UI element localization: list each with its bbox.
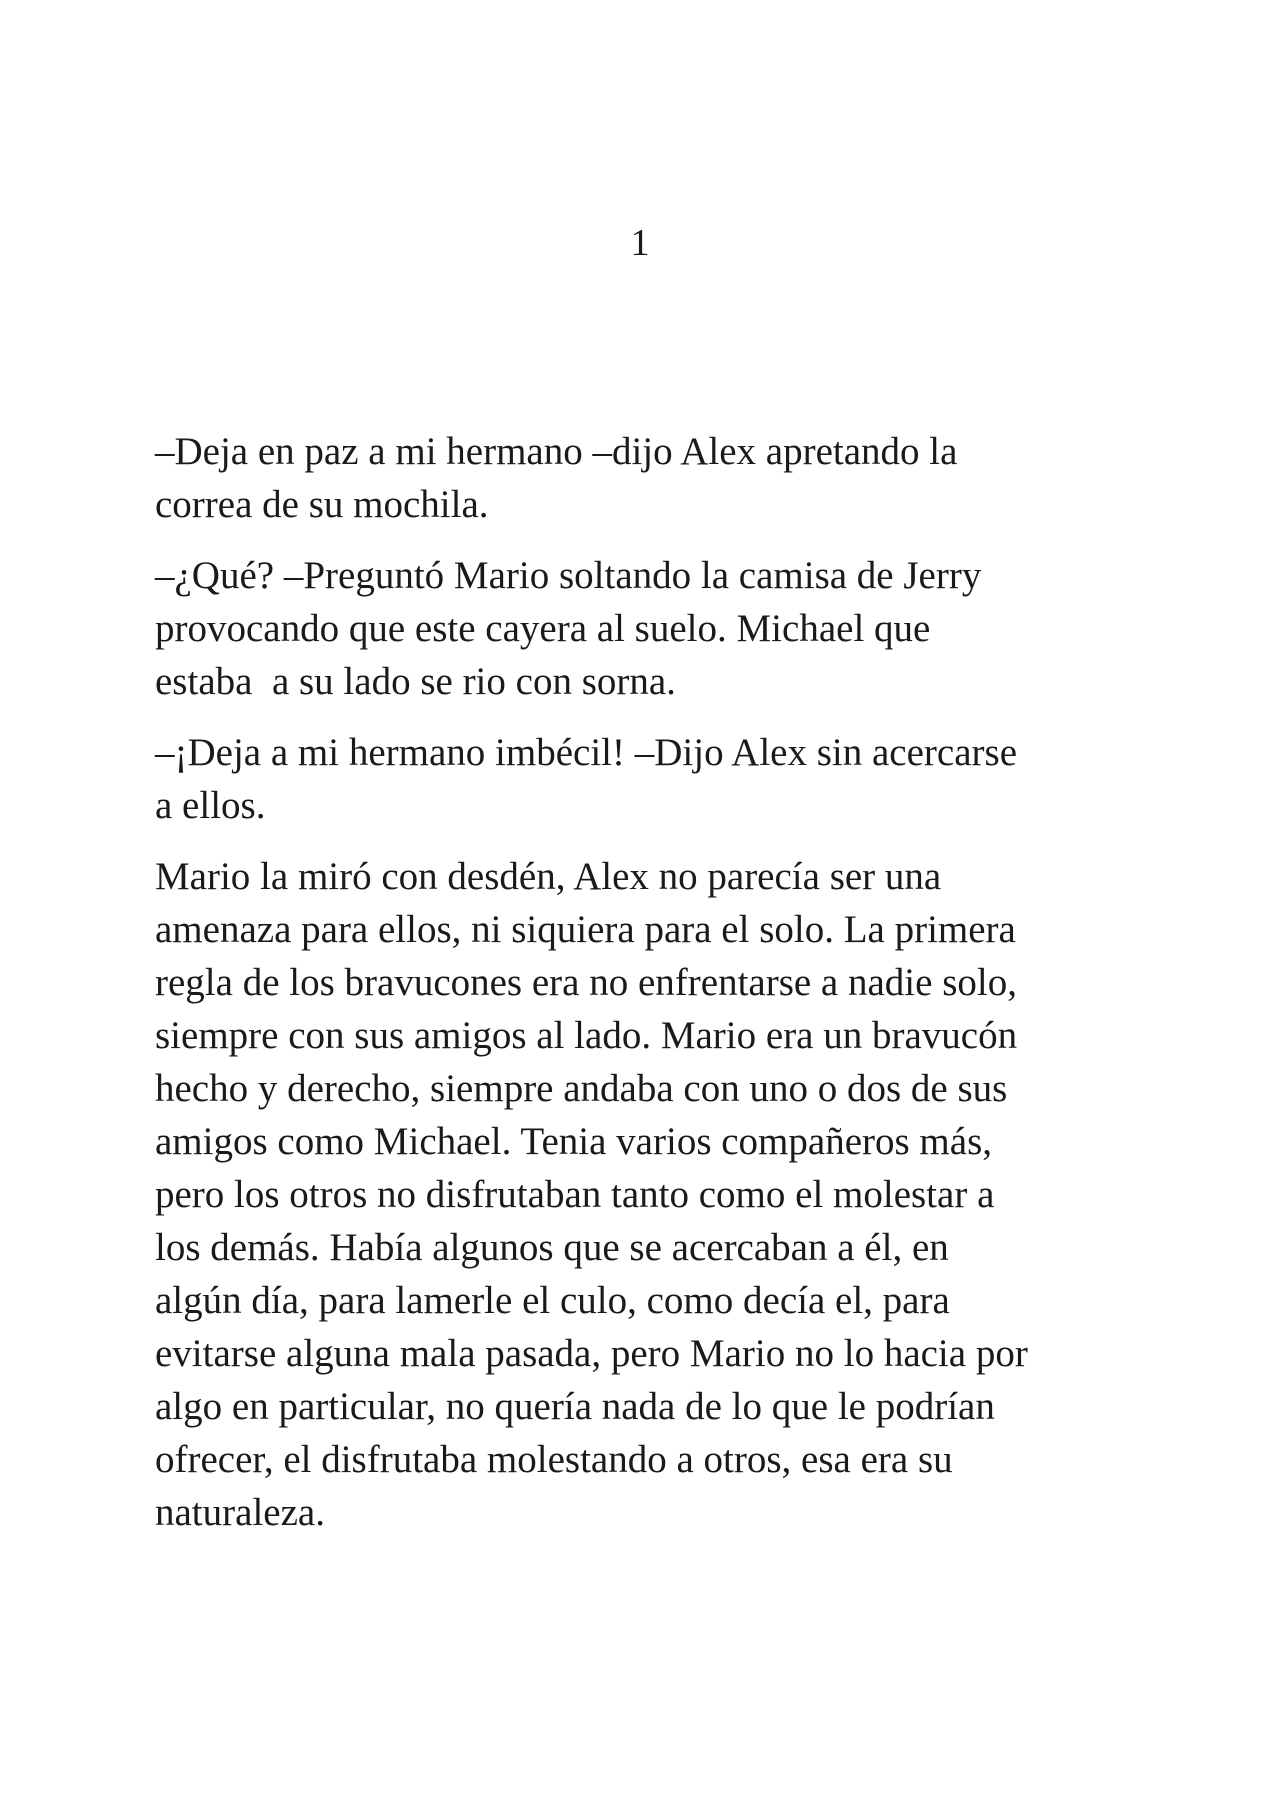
- text-line: algo en particular, no quería nada de lo que le podrían: [155, 1385, 995, 1428]
- text-line: los demás. Había algunos que se acercaban a él, en: [155, 1226, 949, 1269]
- text-line: estaba a su lado se rio con sorna.: [155, 660, 676, 703]
- text-line: hecho y derecho, siempre andaba con uno o dos de sus: [155, 1067, 1008, 1110]
- text-line: naturaleza.: [155, 1491, 325, 1534]
- text-line: amenaza para ellos, ni siquiera para el solo. La primera: [155, 908, 1016, 951]
- text-line: siempre con sus amigos al lado. Mario era un bravucón: [155, 1014, 1018, 1057]
- text-line: Mario la miró con desdén, Alex no parecía ser una: [155, 855, 942, 898]
- text-line: provocando que este cayera al suelo. Michael que: [155, 607, 931, 650]
- text-line: correa de su mochila.: [155, 483, 489, 526]
- text-line: –¿Qué? –Preguntó Mario soltando la camisa de Jerry: [155, 554, 982, 597]
- text-line: ofrecer, el disfrutaba molestando a otros, esa era su: [155, 1438, 953, 1481]
- text-line: a ellos.: [155, 784, 266, 827]
- text-line: –Deja en paz a mi hermano –dijo Alex apretando la: [155, 430, 958, 473]
- text-line: algún día, para lamerle el culo, como decía el, para: [155, 1279, 950, 1322]
- text-line: pero los otros no disfrutaban tanto como el molestar a: [155, 1173, 995, 1216]
- chapter-body: [155, 425, 1135, 1557]
- paragraph-1: [155, 425, 1135, 531]
- text-line: amigos como Michael. Tenia varios compañeros más,: [155, 1120, 992, 1163]
- paragraph-3: [155, 726, 1135, 832]
- text-line: evitarse alguna mala pasada, pero Mario no lo hacia por: [155, 1332, 1028, 1375]
- chapter-number: 1: [630, 222, 650, 264]
- text-line: regla de los bravucones era no enfrentarse a nadie solo,: [155, 961, 1017, 1004]
- text-line: –¡Deja a mi hermano imbécil! –Dijo Alex sin acercarse: [155, 731, 1017, 774]
- paragraph-4: [155, 850, 1135, 1539]
- paragraph-2: [155, 549, 1135, 708]
